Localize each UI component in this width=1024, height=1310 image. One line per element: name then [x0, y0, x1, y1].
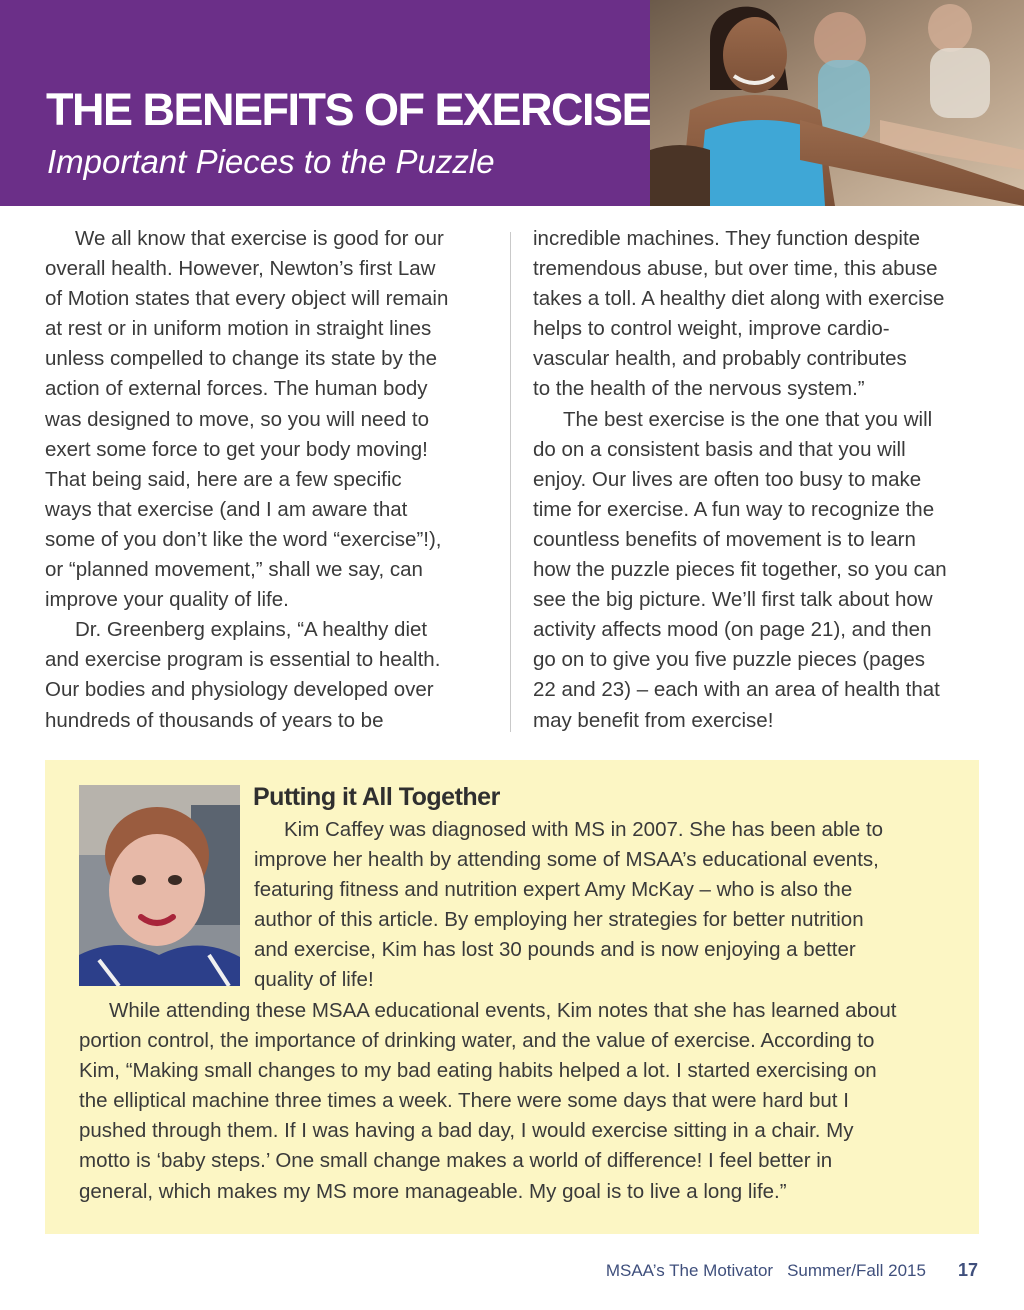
article-line: takes a toll. A healthy diet along with exercise	[533, 287, 945, 311]
article-line: may benefit from exercise!	[533, 708, 774, 732]
article-left-column	[45, 224, 495, 736]
sidebar-line: Kim Caffey was diagnosed with MS in 2007. She has been able to	[284, 818, 884, 841]
article-line: tremendous abuse, but over time, this abuse	[533, 257, 938, 281]
article-line: The best exercise is the one that you will	[563, 407, 933, 431]
page-number: 17	[957, 1260, 978, 1280]
article-line: do on a consistent basis and that you will	[533, 437, 906, 461]
sidebar-line: improve her health by attending some of MSAA’s educational events,	[254, 848, 879, 872]
sidebar-line: featuring fitness and nutrition expert Amy McKay – who is also the	[254, 878, 853, 902]
article-line: activity affects mood (on page 21), and then	[533, 618, 932, 642]
article-line: some of you don’t like the word “exercise”!),	[45, 527, 442, 551]
article-line: and exercise program is essential to health.	[45, 648, 441, 672]
column-divider	[510, 232, 511, 732]
article-line: of Motion states that every object will remain	[45, 287, 449, 311]
sidebar-paragraph-2	[79, 996, 959, 1207]
article-line: countless benefits of movement is to learn	[533, 527, 916, 551]
page-title: THE BENEFITS OF EXERCISE	[46, 84, 651, 135]
hero-exercise-photo	[650, 0, 1024, 206]
article-line: Our bodies and physiology developed over	[45, 678, 434, 702]
article-line: enjoy. Our lives are often too busy to make	[533, 467, 922, 491]
sidebar-line: and exercise, Kim has lost 30 pounds and is now enjoying a better	[254, 938, 856, 962]
article-line: overall health. However, Newton’s first Law	[45, 257, 436, 281]
article-line: vascular health, and probably contributes	[533, 347, 907, 371]
article-line: helps to control weight, improve cardio-	[533, 317, 890, 341]
article-line: see the big picture. We’ll first talk about how	[533, 588, 933, 612]
article-line: That being said, here are a few specific	[45, 467, 402, 491]
sidebar-line: general, which makes my MS more manageable. My goal is to live a long life.”	[79, 1179, 787, 1203]
sidebar-line: the elliptical machine three times a week. There were some days that were hard but I	[79, 1089, 849, 1113]
article-right-column	[533, 224, 983, 736]
article-line: 22 and 23) – each with an area of health that	[533, 678, 940, 702]
page-subtitle: Important Pieces to the Puzzle	[47, 143, 495, 180]
article-line: hundreds of thousands of years to be	[45, 708, 384, 732]
article-line: improve your quality of life.	[45, 588, 289, 612]
sidebar-paragraph-1	[254, 815, 954, 996]
article-line: or “planned movement,” shall we say, can	[45, 558, 423, 582]
sidebar-heading: Putting it All Together	[253, 783, 500, 811]
article-line: action of external forces. The human body	[45, 377, 428, 401]
article-line: go on to give you five puzzle pieces (pages	[533, 648, 926, 672]
kim-caffey-portrait	[79, 785, 240, 986]
article-line: to the health of the nervous system.”	[533, 377, 865, 401]
article-line: unless compelled to change its state by the	[45, 347, 438, 371]
sidebar-line: author of this article. By employing her strategies for better nutrition	[254, 908, 864, 932]
article-line: exert some force to get your body moving!	[45, 437, 428, 461]
article-line: We all know that exercise is good for our	[75, 227, 444, 250]
article-line: Dr. Greenberg explains, “A healthy diet	[75, 618, 428, 642]
issue-label: Summer/Fall 2015	[787, 1261, 926, 1280]
publication-name: MSAA’s The Motivator	[605, 1261, 774, 1280]
sidebar-line: Kim, “Making small changes to my bad eating habits helped a lot. I started exercising on	[79, 1059, 877, 1083]
sidebar-line: pushed through them. If I was having a bad day, I would exercise sitting in a chair. My	[79, 1119, 854, 1143]
sidebar-line: quality of life!	[254, 968, 374, 992]
page-footer	[606, 1260, 978, 1286]
sidebar-line: While attending these MSAA educational events, Kim notes that she has learned about	[109, 999, 897, 1022]
article-line: at rest or in uniform motion in straight lines	[45, 317, 432, 341]
sidebar-line: portion control, the importance of drinking water, and the value of exercise. According to	[79, 1029, 875, 1053]
article-line: time for exercise. A fun way to recognize the	[533, 497, 935, 521]
article-line: how the puzzle pieces fit together, so you can	[533, 558, 947, 582]
article-line: incredible machines. They function despite	[533, 227, 921, 250]
article-line: ways that exercise (and I am aware that	[45, 497, 408, 521]
article-line: was designed to move, so you will need to	[45, 407, 430, 431]
sidebar-line: motto is ‘baby steps.’ One small change makes a world of difference! I feel better in	[79, 1149, 833, 1173]
